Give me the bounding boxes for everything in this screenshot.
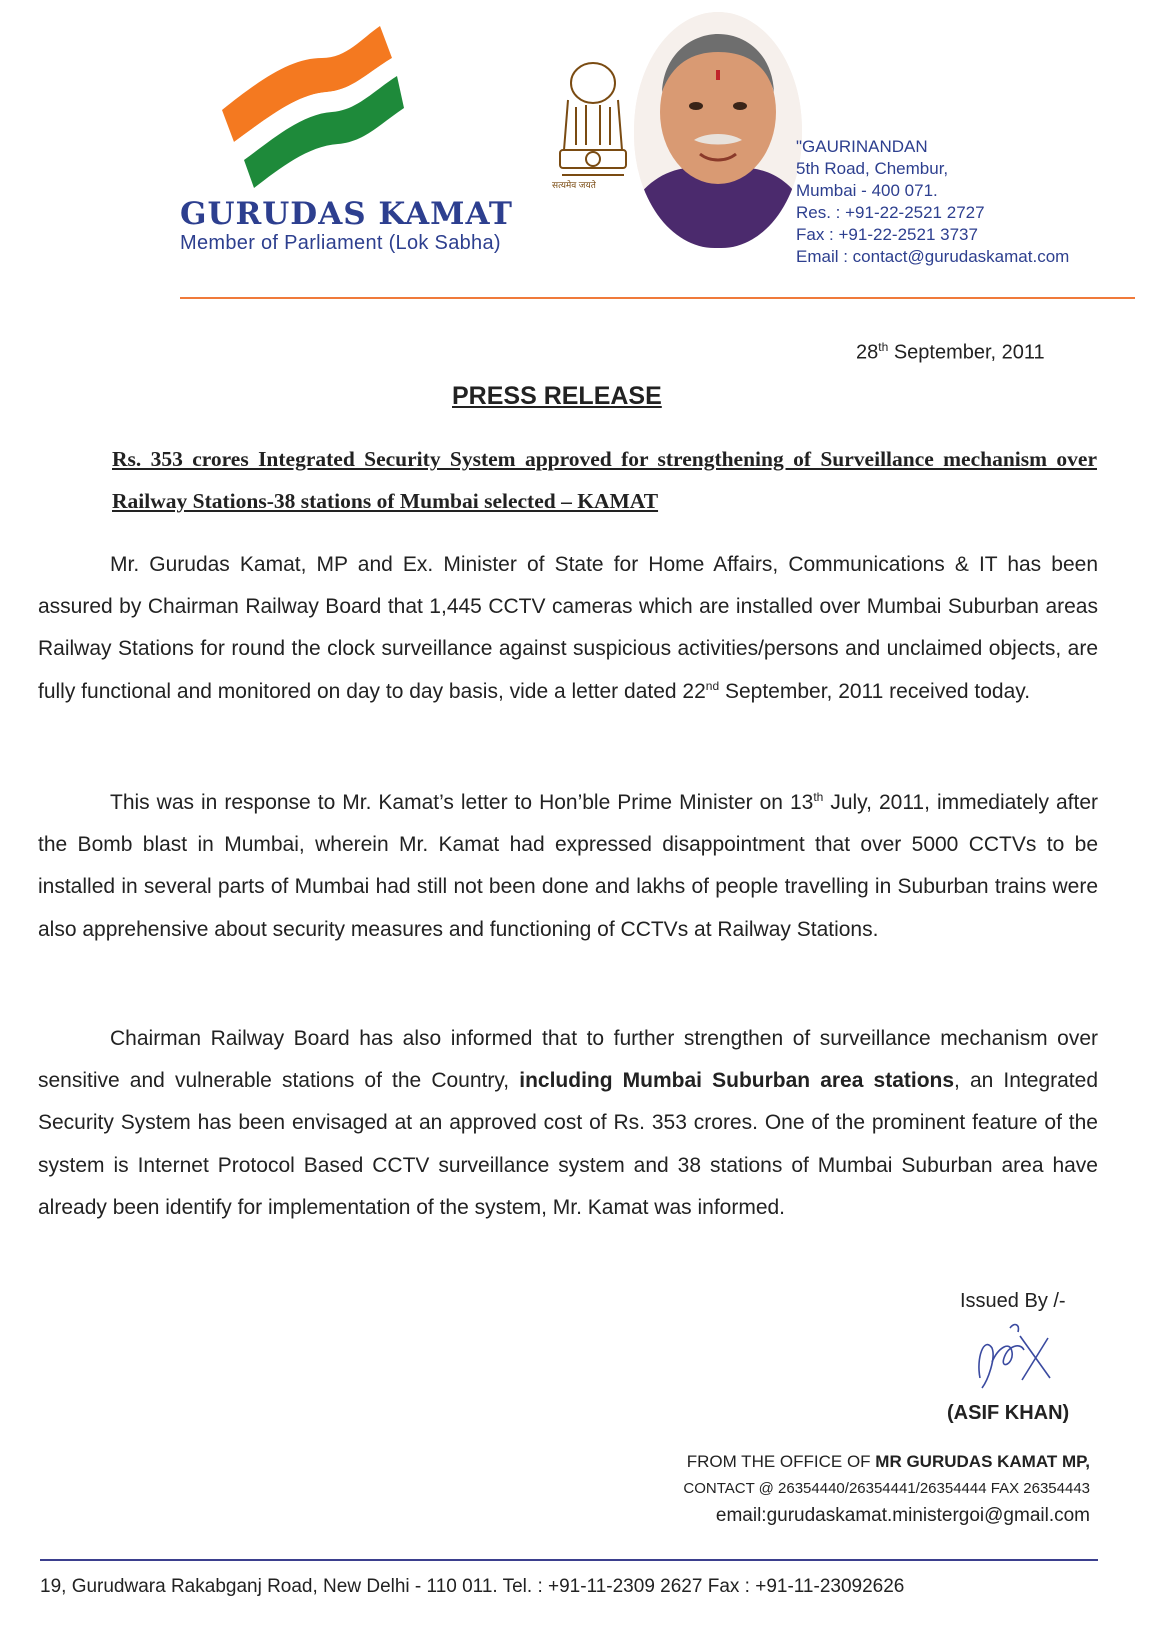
residence-phone: Res. : +91-22-2521 2727 [796, 203, 985, 222]
emblem-motto: सत्यमेव जयते [552, 180, 596, 190]
footer-address: 19, Gurudwara Rakabganj Road, New Delhi - 110 011. Tel. : +91-11-2309 2627 Fax : +91-11-23092626 [40, 1576, 905, 1597]
paragraph-1-text: Mr. Gurudas Kamat, MP and Ex. Minister of State for Home Affairs, Communications & IT has been assured by Chairman Railway Board that 1,445 CCTV cameras which are installed over Mumbai Suburban areas Railway Stations for round the clock surveillance against suspicious activities/persons and unclaimed objects, are fully functional and monitored on day to day basis, vide a letter dated 22 [38, 553, 1098, 703]
office-name: MR GURUDAS KAMAT MP, [875, 1452, 1090, 1471]
press-release-title: PRESS RELEASE [452, 382, 662, 410]
signatory-name: (ASIF KHAN) [947, 1402, 1070, 1424]
portrait-photo [634, 12, 802, 248]
paragraph-2-text-end: July, 2011, immediately after the Bomb blast in Mumbai, wherein Mr. Kamat had expressed disappointment that over 5000 CCTVs to be installed in several parts of Mumbai had still not been done and lakhs of people travelling in Suburban trains were also apprehensive about security measures and functioning of CCTVs at Railway Stations. [38, 791, 1098, 941]
date-suffix: th [878, 340, 889, 354]
office-email: email:gurudaskamat.ministergoi@gmail.com [715, 1505, 1090, 1526]
flag-logo-icon [222, 18, 412, 190]
date-day: 28 [856, 341, 879, 364]
paragraph-1 [38, 544, 1098, 713]
paragraph-3-emphasis: including Mumbai Suburban area stations [519, 1069, 955, 1093]
address-line: "GAURINANDAN [796, 137, 928, 156]
header-divider [180, 297, 1135, 299]
paragraph-2 [38, 782, 1098, 951]
signature-image [970, 1318, 1060, 1392]
ordinal-suffix: nd [705, 678, 720, 693]
national-emblem-icon [550, 55, 636, 190]
residence-fax: Fax : +91-22-2521 3737 [796, 225, 978, 244]
paragraph-3-text: Chairman Railway Board has also informed that to further strengthen of surveillance mechanism over sensitive and vulnerable stations of the Country, [38, 1027, 1098, 1093]
mp-role: Member of Parliament (Lok Sabha) [180, 232, 501, 254]
issued-by-label: Issued By /- [960, 1290, 1066, 1312]
residence-address [796, 136, 1069, 268]
address-line: Mumbai - 400 071. [796, 181, 938, 200]
headline: Rs. 353 crores Integrated Security System approved for strengthening of Surveillance mechanism over Railway Stations-38 stations of Mumbai selected – KAMAT [112, 447, 1097, 513]
date-rest: September, 2011 [888, 341, 1045, 364]
paragraph-3 [38, 1018, 1098, 1229]
paragraph-2-text: This was in response to Mr. Kamat’s letter to Hon’ble Prime Minister on 13 [110, 791, 814, 814]
office-prefix: FROM THE OFFICE OF [686, 1452, 876, 1471]
office-contact: CONTACT @ 26354440/26354441/26354444 FAX 26354443 [683, 1480, 1090, 1497]
office-line [683, 1448, 1090, 1476]
office-block [683, 1448, 1090, 1530]
paragraph-1-text-end: September, 2011 received today. [719, 679, 1031, 703]
paragraph-3-text-end: , an Integrated Security System has been envisaged at an approved cost of Rs. 353 crores. One of the prominent feature of the system is Internet Protocol Based CCTV surveillance system and 38 stations of Mumbai Suburban area have already been identify for implementation of the system, Mr. Kamat was informed. [38, 1069, 1098, 1219]
ordinal-suffix: th [813, 790, 824, 804]
mp-name: GURUDAS KAMAT [180, 196, 513, 232]
release-date [856, 340, 1045, 365]
residence-email: Email : contact@gurudaskamat.com [796, 247, 1070, 266]
footer-divider [40, 1559, 1098, 1561]
address-line: 5th Road, Chembur, [796, 159, 949, 178]
